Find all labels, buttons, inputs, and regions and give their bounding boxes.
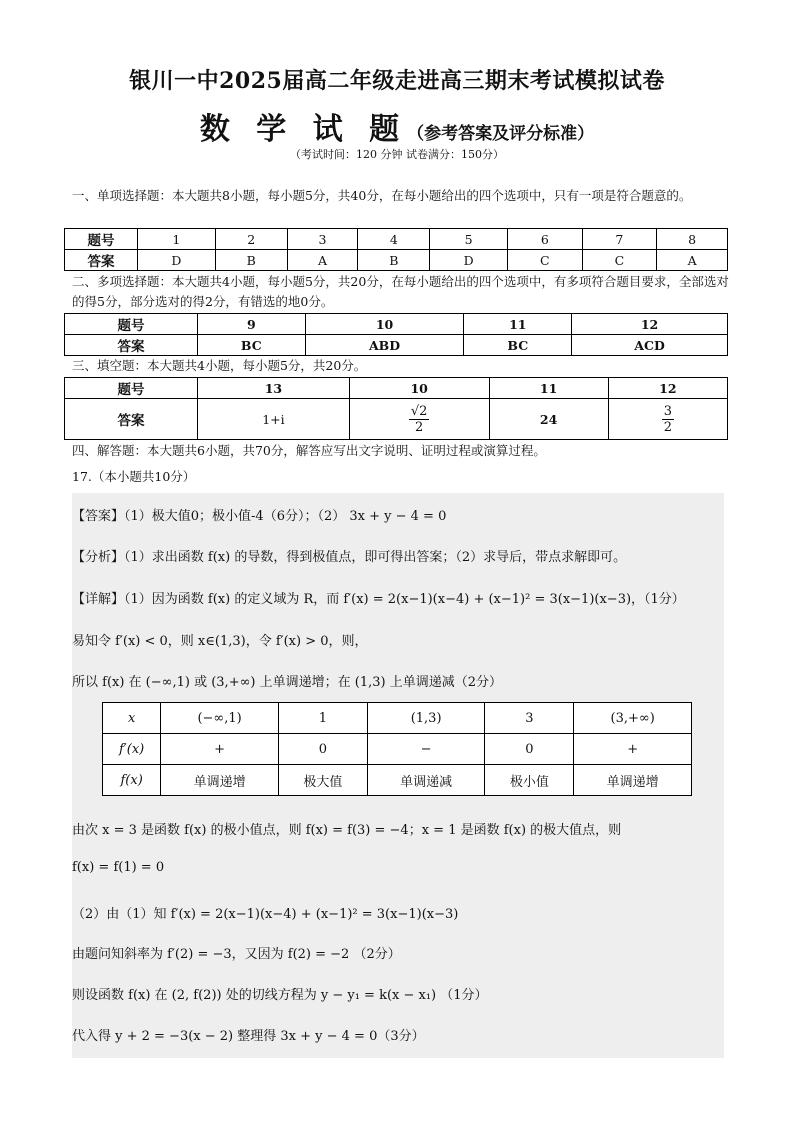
section1-description: 一、单项选择题：本大题共8小题，每小题5分，共40分，在每小题给出的四个选项中，只有一项是符合题意的。 xyxy=(72,188,692,203)
table-cell: C xyxy=(508,250,583,271)
table-cell: 极小值 xyxy=(485,765,574,796)
table-cell: 极大值 xyxy=(278,765,367,796)
solution-detail-2: 易知令 f′(x) < 0，则 x∈(1,3)，令 f′(x) > 0，则， xyxy=(72,634,368,649)
table-cell: 3 xyxy=(287,229,358,250)
fraction-numerator: 3 xyxy=(663,403,672,419)
table-cell: f(x) xyxy=(103,765,161,796)
solution-detail-8: 则设函数 f(x) 在 (2, f(2)) 处的切线方程为 y − y₁ = k(x − x₁) （1分） xyxy=(72,988,488,1003)
row-label: 答案 xyxy=(65,250,138,271)
subtitle: （参考答案及评分标准） xyxy=(407,124,595,144)
row-label: 答案 xyxy=(65,335,198,356)
row-label: 答案 xyxy=(65,399,198,440)
table-cell: 0 xyxy=(485,734,574,765)
solution-answer: 【答案】（1）极大值0；极小值-4（6分）；（2） 3x + y − 4 = 0 xyxy=(72,509,447,524)
subject-title: 数 学 试 题 xyxy=(199,112,408,147)
table-cell: 2 xyxy=(215,229,287,250)
table-cell: D xyxy=(430,250,508,271)
table-cell: 8 xyxy=(657,229,728,250)
table-cell: BC xyxy=(464,335,572,356)
table-cell: 13 xyxy=(198,378,350,399)
table-row xyxy=(103,765,692,796)
subject-heading xyxy=(0,104,794,148)
section2-description: 二、多项选择题：本大题共4小题，每小题5分，共20分，在每小题给出的四个选项中，有多项符合题目要求，全部选对的得5分，部分选对的得2分，有错选的地0分。 xyxy=(72,274,729,309)
table-cell: D xyxy=(138,250,216,271)
table-cell: + xyxy=(574,734,692,765)
monotonicity-table xyxy=(102,702,692,796)
table-cell: 12 xyxy=(608,378,727,399)
table-cell: 12 xyxy=(572,314,728,335)
table-cell xyxy=(608,399,727,440)
table-row xyxy=(65,229,728,250)
solution-detail-6: （2）由（1）知 f′(x) = 2(x−1)(x−4) + (x−1)² = 3(x−1)(x−3) xyxy=(72,907,459,922)
table-cell: 1 xyxy=(138,229,216,250)
row-label: 题号 xyxy=(65,314,198,335)
table-cell: f′(x) xyxy=(103,734,161,765)
table-cell: C xyxy=(582,250,657,271)
table-cell: (3,+∞) xyxy=(574,703,692,734)
fraction-denominator: 2 xyxy=(663,419,672,435)
table-cell: 0 xyxy=(278,734,367,765)
table-cell: 4 xyxy=(358,229,430,250)
solution-detail-3: 所以 f(x) 在 (−∞,1) 或 (3,+∞) 上单调递增；在 (1,3) 上单调递减（2分） xyxy=(72,675,502,690)
table-cell: 1 xyxy=(278,703,367,734)
section1-answer-table xyxy=(64,228,728,271)
fraction-denominator: 2 xyxy=(415,419,424,435)
table-cell: 10 xyxy=(305,314,464,335)
table-cell: B xyxy=(215,250,287,271)
table-row xyxy=(65,399,728,440)
table-cell: 10 xyxy=(349,378,489,399)
fraction xyxy=(409,404,430,435)
solution-detail-7: 由题问知斜率为 f′(2) = −3，又因为 f(2) = −2 （2分） xyxy=(72,947,401,962)
table-cell: 5 xyxy=(430,229,508,250)
solution-detail-9: 代入得 y + 2 = −3(x − 2) 整理得 3x + y − 4 = 0（3分） xyxy=(72,1029,425,1044)
table-cell: − xyxy=(367,734,485,765)
solution-detail-5: f(x) = f(1) = 0 xyxy=(72,860,165,875)
table-cell: 单调递增 xyxy=(574,765,692,796)
table-cell: BC xyxy=(198,335,306,356)
table-row xyxy=(103,734,692,765)
table-cell: 24 xyxy=(489,399,608,440)
table-cell: + xyxy=(161,734,279,765)
section4-description: 四、解答题：本大题共6小题，共70分，解答应写出文字说明、证明过程或演算过程。 xyxy=(72,443,546,458)
table-cell: (−∞,1) xyxy=(161,703,279,734)
fraction-numerator: √2 xyxy=(410,403,428,419)
table-row xyxy=(65,335,728,356)
table-row xyxy=(65,314,728,335)
table-cell: A xyxy=(657,250,728,271)
solution-analysis: 【分析】（1）求出函数 f(x) 的导数，得到极值点，即可得出答案；（2）求导后，带点求解即可。 xyxy=(72,550,627,565)
question-17-title: 17.（本小题共10分） xyxy=(72,469,196,484)
document-title: 银川一中2025届高二年级走进高三期末考试模拟试卷 xyxy=(129,68,665,94)
table-cell: 9 xyxy=(198,314,306,335)
table-cell: 7 xyxy=(582,229,657,250)
section2-answer-table xyxy=(64,313,728,356)
table-cell: x xyxy=(103,703,161,734)
section3-answer-table xyxy=(64,377,728,440)
table-cell: 6 xyxy=(508,229,583,250)
exam-info: （考试时间：120 分钟 试卷满分：150分） xyxy=(290,148,504,161)
table-cell: 3 xyxy=(485,703,574,734)
table-cell: ABD xyxy=(305,335,464,356)
table-cell: 单调递减 xyxy=(367,765,485,796)
table-cell: 1+i xyxy=(198,399,350,440)
solution-detail-4: 由次 x = 3 是函数 f(x) 的极小值点，则 f(x) = f(3) = −4；x = 1 是函数 f(x) 的极大值点，则 xyxy=(72,823,622,838)
solution-detail-1: 【详解】（1）因为函数 f(x) 的定义域为 R，而 f′(x) = 2(x−1)(x−4) + (x−1)² = 3(x−1)(x−3)，（1分） xyxy=(72,592,685,607)
fraction xyxy=(662,404,674,435)
table-row xyxy=(65,378,728,399)
table-row xyxy=(103,703,692,734)
section3-description: 三、填空题：本大题共4小题，每小题5分，共20分。 xyxy=(72,358,367,373)
table-cell: (1,3) xyxy=(367,703,485,734)
table-cell: 11 xyxy=(464,314,572,335)
table-cell xyxy=(349,399,489,440)
table-cell: ACD xyxy=(572,335,728,356)
table-cell: 11 xyxy=(489,378,608,399)
row-label: 题号 xyxy=(65,378,198,399)
table-cell: 单调递增 xyxy=(161,765,279,796)
table-cell: A xyxy=(287,250,358,271)
table-cell: B xyxy=(358,250,430,271)
table-row xyxy=(65,250,728,271)
row-label: 题号 xyxy=(65,229,138,250)
